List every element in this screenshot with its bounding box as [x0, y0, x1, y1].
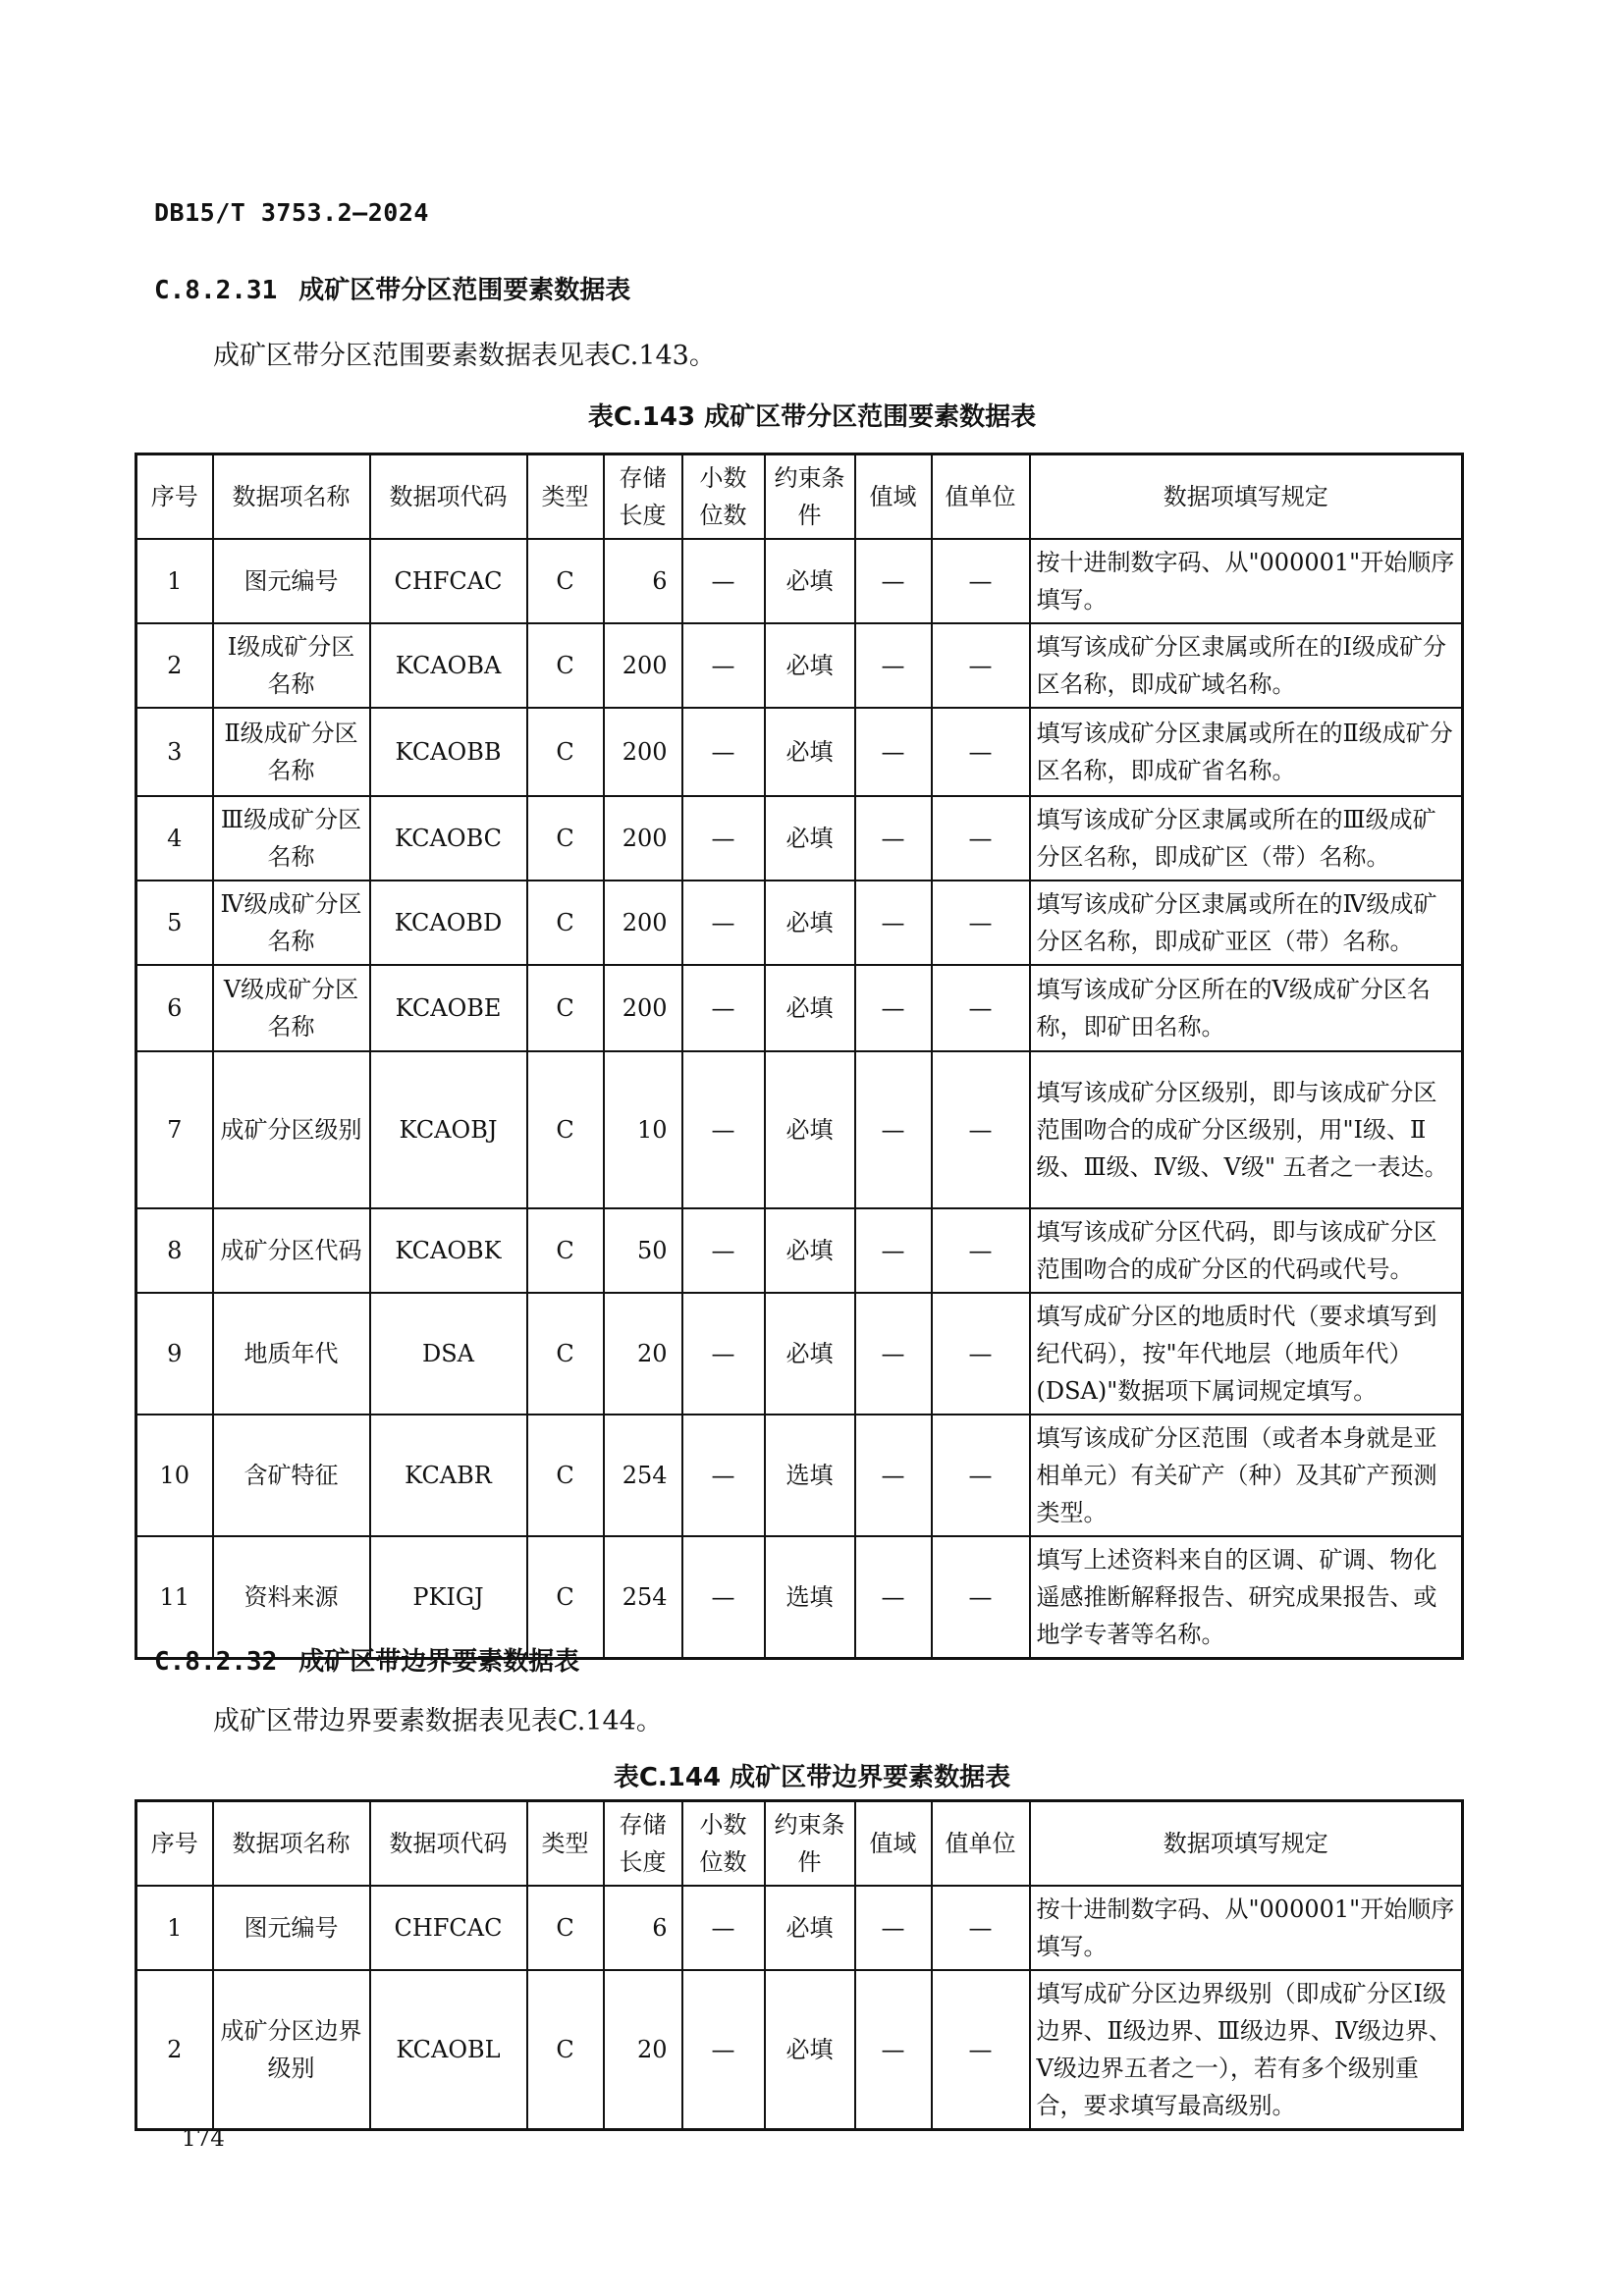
cell-domain: — — [855, 796, 932, 881]
cell-constraint: 必填 — [765, 623, 855, 708]
table-row — [136, 1536, 1463, 1659]
cell-name: Ⅳ级成矿分区名称 — [213, 881, 370, 965]
cell-seq: 10 — [136, 1415, 213, 1536]
cell-length: 20 — [604, 1970, 682, 2130]
cell-length: 254 — [604, 1415, 682, 1536]
cell-length: 20 — [604, 1293, 682, 1415]
table-body — [136, 1886, 1463, 2130]
cell-domain: — — [855, 1293, 932, 1415]
header-type: 类型 — [527, 454, 604, 540]
cell-decimals: — — [682, 1051, 765, 1208]
cell-length: 6 — [604, 1886, 682, 1970]
cell-domain: — — [855, 1536, 932, 1659]
cell-rule: 填写上述资料来自的区调、矿调、物化遥感推断解释报告、研究成果报告、或地学专著等名称。 — [1030, 1536, 1463, 1659]
cell-type: C — [527, 965, 604, 1051]
section-title: 成矿区带边界要素数据表 — [298, 1647, 580, 1677]
cell-seq: 3 — [136, 708, 213, 796]
header-domain: 值域 — [855, 1801, 932, 1887]
header-rule: 数据项填写规定 — [1030, 454, 1463, 540]
table-row — [136, 1208, 1463, 1293]
header-decimals: 小数位数 — [682, 1801, 765, 1887]
cell-seq: 5 — [136, 881, 213, 965]
table-caption: 表C.144 成矿区带边界要素数据表 — [613, 1763, 1011, 1792]
cell-rule: 填写该成矿分区隶属或所在的Ⅰ级成矿分区名称，即成矿域名称。 — [1030, 623, 1463, 708]
cell-code: KCAOBB — [370, 708, 527, 796]
cell-type: C — [527, 708, 604, 796]
cell-type: C — [527, 1051, 604, 1208]
section-number: C.8.2.32 — [154, 1647, 278, 1677]
section-heading-c8231 — [154, 270, 630, 306]
table-row — [136, 708, 1463, 796]
header-rule: 数据项填写规定 — [1030, 1801, 1463, 1887]
cell-rule: 填写该成矿分区隶属或所在的Ⅲ级成矿分区名称，即成矿区（带）名称。 — [1030, 796, 1463, 881]
document-header: DB15/T 3753.2—2024 — [154, 198, 429, 227]
cell-seq: 1 — [136, 539, 213, 623]
cell-name: 成矿分区代码 — [213, 1208, 370, 1293]
header-constraint: 约束条件 — [765, 1801, 855, 1887]
cell-length: 200 — [604, 881, 682, 965]
section-paragraph: 成矿区带分区范围要素数据表见表C.143。 — [213, 341, 716, 371]
cell-constraint: 必填 — [765, 1970, 855, 2130]
cell-name: 资料来源 — [213, 1536, 370, 1659]
cell-length: 254 — [604, 1536, 682, 1659]
cell-seq: 11 — [136, 1536, 213, 1659]
cell-unit: — — [932, 1293, 1030, 1415]
cell-rule: 按十进制数字码、从"000001"开始顺序填写。 — [1030, 539, 1463, 623]
cell-seq: 7 — [136, 1051, 213, 1208]
cell-domain: — — [855, 1415, 932, 1536]
cell-unit: — — [932, 539, 1030, 623]
cell-unit: — — [932, 1415, 1030, 1536]
cell-constraint: 必填 — [765, 796, 855, 881]
cell-name: 地质年代 — [213, 1293, 370, 1415]
cell-name: 图元编号 — [213, 1886, 370, 1970]
cell-name: Ⅲ级成矿分区名称 — [213, 796, 370, 881]
cell-rule: 填写成矿分区边界级别（即成矿分区Ⅰ级边界、Ⅱ级边界、Ⅲ级边界、Ⅳ级边界、Ⅴ级边界五者之一），若有多个级别重合，要求填写最高级别。 — [1030, 1970, 1463, 2130]
cell-name: 成矿分区级别 — [213, 1051, 370, 1208]
header-unit: 值单位 — [932, 454, 1030, 540]
header-name: 数据项名称 — [213, 454, 370, 540]
cell-rule: 填写该成矿分区代码，即与该成矿分区范围吻合的成矿分区的代码或代号。 — [1030, 1208, 1463, 1293]
cell-code: KCAOBJ — [370, 1051, 527, 1208]
table-row — [136, 1886, 1463, 1970]
table-row — [136, 623, 1463, 708]
table-row — [136, 796, 1463, 881]
cell-unit: — — [932, 708, 1030, 796]
cell-type: C — [527, 1886, 604, 1970]
cell-name: Ⅱ级成矿分区名称 — [213, 708, 370, 796]
cell-decimals: — — [682, 1415, 765, 1536]
cell-unit: — — [932, 1536, 1030, 1659]
cell-domain: — — [855, 1970, 932, 2130]
cell-length: 50 — [604, 1208, 682, 1293]
cell-rule: 填写该成矿分区范围（或者本身就是亚相单元）有关矿产（种）及其矿产预测类型。 — [1030, 1415, 1463, 1536]
header-decimals: 小数位数 — [682, 454, 765, 540]
table-header-row — [136, 1801, 1463, 1887]
cell-length: 200 — [604, 965, 682, 1051]
cell-name: 含矿特征 — [213, 1415, 370, 1536]
cell-code: KCABR — [370, 1415, 527, 1536]
cell-length: 200 — [604, 708, 682, 796]
cell-code: KCAOBE — [370, 965, 527, 1051]
cell-seq: 1 — [136, 1886, 213, 1970]
cell-domain: — — [855, 965, 932, 1051]
cell-type: C — [527, 1536, 604, 1659]
cell-domain: — — [855, 1886, 932, 1970]
table-caption: 表C.143 成矿区带分区范围要素数据表 — [587, 402, 1037, 432]
cell-name: 图元编号 — [213, 539, 370, 623]
section-heading-c8232 — [154, 1641, 579, 1678]
cell-code: KCAOBL — [370, 1970, 527, 2130]
cell-constraint: 选填 — [765, 1415, 855, 1536]
table-c144 — [135, 1799, 1464, 2131]
cell-decimals: — — [682, 708, 765, 796]
cell-domain: — — [855, 539, 932, 623]
table-row — [136, 965, 1463, 1051]
table-body — [136, 539, 1463, 1659]
cell-code: KCAOBK — [370, 1208, 527, 1293]
header-code: 数据项代码 — [370, 454, 527, 540]
cell-constraint: 必填 — [765, 881, 855, 965]
cell-domain: — — [855, 1208, 932, 1293]
header-unit: 值单位 — [932, 1801, 1030, 1887]
cell-seq: 6 — [136, 965, 213, 1051]
cell-type: C — [527, 623, 604, 708]
cell-type: C — [527, 881, 604, 965]
header-seq: 序号 — [136, 1801, 213, 1887]
cell-length: 6 — [604, 539, 682, 623]
section-title: 成矿区带分区范围要素数据表 — [298, 276, 631, 305]
table-row — [136, 539, 1463, 623]
cell-unit: — — [932, 1886, 1030, 1970]
cell-type: C — [527, 796, 604, 881]
cell-seq: 8 — [136, 1208, 213, 1293]
cell-unit: — — [932, 796, 1030, 881]
cell-decimals: — — [682, 623, 765, 708]
cell-length: 200 — [604, 796, 682, 881]
cell-code: CHFCAC — [370, 539, 527, 623]
cell-constraint: 必填 — [765, 1051, 855, 1208]
cell-code: KCAOBA — [370, 623, 527, 708]
table-c143 — [135, 453, 1464, 1660]
cell-code: PKIGJ — [370, 1536, 527, 1659]
cell-code: CHFCAC — [370, 1886, 527, 1970]
cell-unit: — — [932, 623, 1030, 708]
cell-type: C — [527, 1293, 604, 1415]
cell-rule: 填写该成矿分区隶属或所在的Ⅳ级成矿分区名称，即成矿亚区（带）名称。 — [1030, 881, 1463, 965]
header-name: 数据项名称 — [213, 1801, 370, 1887]
cell-code: DSA — [370, 1293, 527, 1415]
cell-name: Ⅰ级成矿分区名称 — [213, 623, 370, 708]
cell-rule: 填写成矿分区的地质时代（要求填写到纪代码），按"年代地层（地质年代）(DSA)"数据项下属词规定填写。 — [1030, 1293, 1463, 1415]
table-row — [136, 1051, 1463, 1208]
cell-decimals: — — [682, 881, 765, 965]
cell-name: Ⅴ级成矿分区名称 — [213, 965, 370, 1051]
table-row — [136, 1415, 1463, 1536]
cell-code: KCAOBD — [370, 881, 527, 965]
cell-length: 10 — [604, 1051, 682, 1208]
cell-domain: — — [855, 623, 932, 708]
cell-seq: 9 — [136, 1293, 213, 1415]
section-paragraph: 成矿区带边界要素数据表见表C.144。 — [213, 1706, 663, 1736]
cell-constraint: 必填 — [765, 708, 855, 796]
cell-code: KCAOBC — [370, 796, 527, 881]
cell-type: C — [527, 1208, 604, 1293]
cell-decimals: — — [682, 1886, 765, 1970]
cell-rule: 填写该成矿分区隶属或所在的Ⅱ级成矿分区名称，即成矿省名称。 — [1030, 708, 1463, 796]
cell-decimals: — — [682, 539, 765, 623]
cell-seq: 2 — [136, 623, 213, 708]
cell-seq: 4 — [136, 796, 213, 881]
header-length: 存储长度 — [604, 454, 682, 540]
table-header-row — [136, 454, 1463, 540]
cell-unit: — — [932, 1051, 1030, 1208]
cell-decimals: — — [682, 965, 765, 1051]
cell-constraint: 必填 — [765, 1208, 855, 1293]
cell-decimals: — — [682, 1293, 765, 1415]
table-row — [136, 881, 1463, 965]
cell-constraint: 必填 — [765, 965, 855, 1051]
cell-decimals: — — [682, 1208, 765, 1293]
cell-name: 成矿分区边界级别 — [213, 1970, 370, 2130]
section-number: C.8.2.31 — [154, 276, 278, 305]
header-seq: 序号 — [136, 454, 213, 540]
cell-unit: — — [932, 1970, 1030, 2130]
cell-decimals: — — [682, 1970, 765, 2130]
cell-constraint: 必填 — [765, 539, 855, 623]
cell-unit: — — [932, 881, 1030, 965]
cell-unit: — — [932, 1208, 1030, 1293]
cell-type: C — [527, 1415, 604, 1536]
page-number: 174 — [182, 2126, 225, 2152]
header-length: 存储长度 — [604, 1801, 682, 1887]
cell-length: 200 — [604, 623, 682, 708]
cell-constraint: 选填 — [765, 1536, 855, 1659]
cell-constraint: 必填 — [765, 1886, 855, 1970]
cell-rule: 填写该成矿分区级别，即与该成矿分区范围吻合的成矿分区级别，用"Ⅰ级、Ⅱ级、Ⅲ级、Ⅳ级、Ⅴ级" 五者之一表达。 — [1030, 1051, 1463, 1208]
cell-rule: 填写该成矿分区所在的Ⅴ级成矿分区名称，即矿田名称。 — [1030, 965, 1463, 1051]
cell-domain: — — [855, 708, 932, 796]
header-constraint: 约束条件 — [765, 454, 855, 540]
cell-type: C — [527, 539, 604, 623]
cell-type: C — [527, 1970, 604, 2130]
table-row — [136, 1293, 1463, 1415]
header-type: 类型 — [527, 1801, 604, 1887]
cell-decimals: — — [682, 1536, 765, 1659]
header-domain: 值域 — [855, 454, 932, 540]
header-code: 数据项代码 — [370, 1801, 527, 1887]
table-row — [136, 1970, 1463, 2130]
cell-constraint: 必填 — [765, 1293, 855, 1415]
cell-decimals: — — [682, 796, 765, 881]
cell-unit: — — [932, 965, 1030, 1051]
cell-seq: 2 — [136, 1970, 213, 2130]
cell-domain: — — [855, 881, 932, 965]
cell-domain: — — [855, 1051, 932, 1208]
cell-rule: 按十进制数字码、从"000001"开始顺序填写。 — [1030, 1886, 1463, 1970]
